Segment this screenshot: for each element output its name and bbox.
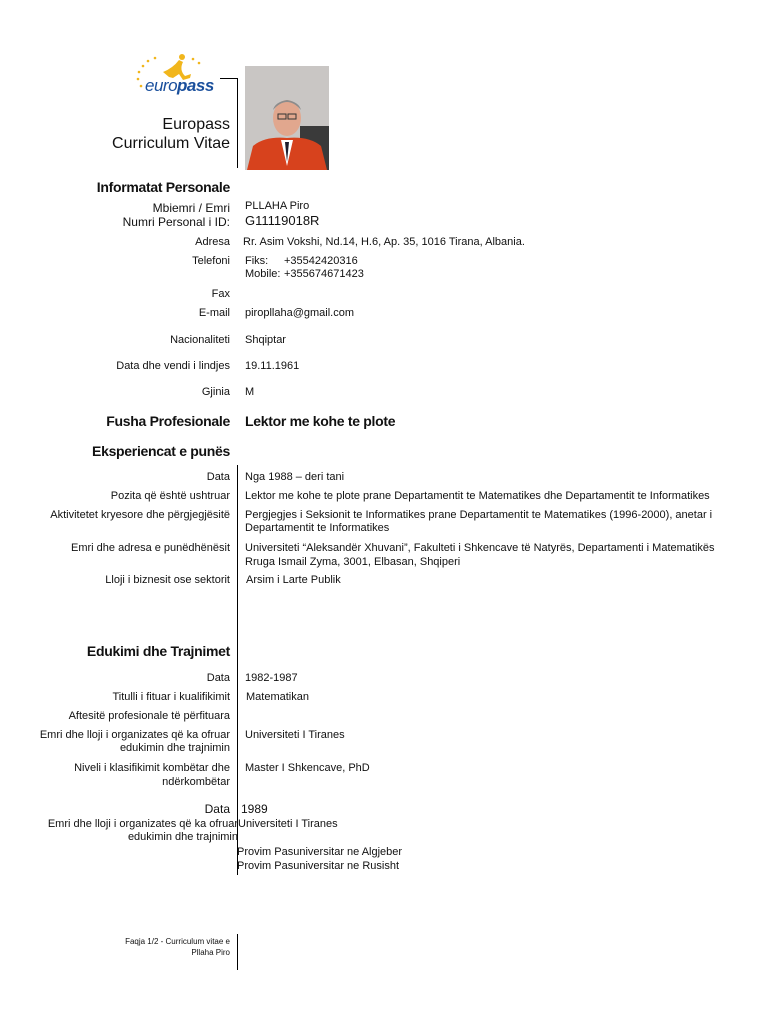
body-divider xyxy=(237,465,238,875)
edu-date-value: 1982-1987 xyxy=(245,672,298,684)
exp-sector-label: Lloji i biznesit ose sektorit xyxy=(105,574,230,586)
edu-level-label-2: ndërkombëtar xyxy=(162,776,230,788)
exp-employer-line2: Rruga Ismail Zyma, 3001, Elbasan, Shqiperi xyxy=(245,556,461,568)
name-value: PLLAHA Piro xyxy=(245,200,310,212)
edu-skills-label: Aftesitë profesionale të përfituara xyxy=(68,710,230,722)
cv-title-2: Curriculum Vitae xyxy=(112,135,230,152)
header-divider xyxy=(237,78,238,168)
exp-employer-label: Emri dhe adresa e punëdhënësit xyxy=(71,542,230,554)
edu-org-label-2: edukimin dhe trajnimin xyxy=(119,742,230,754)
exp-employer-line1: Universiteti “Aleksandër Xhuvani”, Fakulteti i Shkencave të Natyrës, Departamenti i Matematikës xyxy=(245,542,715,554)
birth-label: Data dhe vendi i lindjes xyxy=(116,360,230,372)
exp-position-label: Pozita që është ushtruar xyxy=(110,490,230,502)
exp-activities-line1: Pergjegjes i Seksionit te Informatikes prane Departamentit te Matematikes (1996-2000), anetar i xyxy=(245,509,713,521)
exp-activities-line2: Departamentit te Informatikes xyxy=(245,522,390,534)
exp-position-value: Lektor me kohe te plote prane Departamentit te Matematikes dhe Departamentit te Informatikes xyxy=(245,490,710,502)
address-label: Adresa xyxy=(195,236,230,248)
email-label: E-mail xyxy=(198,307,230,319)
phone-mob-label: Mobile: xyxy=(245,268,281,280)
edu-extra-1: Provim Pasuniversitar ne Algjeber xyxy=(237,846,403,858)
footer-line-1: Faqja 1/2 - Curriculum vitae e xyxy=(125,937,230,946)
edu-date2-value: 1989 xyxy=(241,802,268,816)
phone-fix-label: Fiks: xyxy=(245,255,269,267)
portrait-icon xyxy=(245,66,329,170)
gender-value: M xyxy=(245,386,255,398)
birth-value: 19.11.1961 xyxy=(245,360,300,372)
exp-date-label: Data xyxy=(206,471,230,483)
email-value[interactable]: piropllaha@gmail.com xyxy=(245,307,354,319)
edu-org2-label-2: edukimin dhe trajnimin xyxy=(127,831,238,843)
profile-photo xyxy=(245,66,329,170)
phone-label: Telefoni xyxy=(192,255,230,267)
field-value: Lektor me kohe te plote xyxy=(245,413,396,429)
europass-logo xyxy=(133,50,225,100)
edu-org-label-1: Emri dhe lloji i organizates që ka ofruar xyxy=(39,729,230,741)
header-rule xyxy=(220,78,237,79)
logo-pass-text: pass xyxy=(177,76,214,95)
section-education-title: Edukimi dhe Trajnimet xyxy=(86,643,230,659)
exp-activities-label: Aktivitetet kryesore dhe përgjegjësitë xyxy=(50,509,230,521)
section-personal-title: Informatat Personale xyxy=(96,179,230,195)
id-value: G11119018R xyxy=(245,213,320,228)
footer-line-2: Pllaha Piro xyxy=(191,948,230,957)
edu-org-value: Universiteti I Tiranes xyxy=(245,729,345,741)
phone-mob-value: +355674671423 xyxy=(284,268,364,280)
exp-date-value: Nga 1988 – deri tani xyxy=(245,471,345,483)
footer-divider xyxy=(237,934,238,970)
edu-date-label: Data xyxy=(206,672,230,684)
nationality-label: Nacionaliteti xyxy=(170,334,230,346)
edu-title-label: Titulli i fituar i kualifikimit xyxy=(112,691,230,703)
exp-sector-value: Arsim i Larte Publik xyxy=(246,574,341,586)
address-value: Rr. Asim Vokshi, Nd.14, H.6, Ap. 35, 1016 Tirana, Albania. xyxy=(243,236,525,248)
logo-euro-text: euro xyxy=(145,76,178,95)
edu-org2-value: Universiteti I Tiranes xyxy=(238,818,338,830)
edu-date2-label: Data xyxy=(204,802,230,816)
name-label: Mbiemri / Emri xyxy=(152,201,230,215)
id-label: Numri Personal i ID: xyxy=(122,215,230,229)
edu-level-label-1: Niveli i klasifikimit kombëtar dhe xyxy=(74,762,230,774)
gender-label: Gjinia xyxy=(201,386,230,398)
cv-title-1: Europass xyxy=(162,116,230,133)
fax-label: Fax xyxy=(211,288,230,300)
edu-org2-label-1: Emri dhe lloji i organizates që ka ofruar xyxy=(47,818,238,830)
edu-title-value: Matematikan xyxy=(246,691,309,703)
section-experience-title: Eksperiencat e punës xyxy=(92,443,230,459)
phone-fix-value: +35542420316 xyxy=(284,255,358,267)
field-label: Fusha Profesionale xyxy=(106,413,230,429)
edu-extra-2: Provim Pasuniversitar ne Rusisht xyxy=(237,860,400,872)
edu-level-value: Master I Shkencave, PhD xyxy=(245,762,370,774)
nationality-value: Shqiptar xyxy=(245,334,286,346)
